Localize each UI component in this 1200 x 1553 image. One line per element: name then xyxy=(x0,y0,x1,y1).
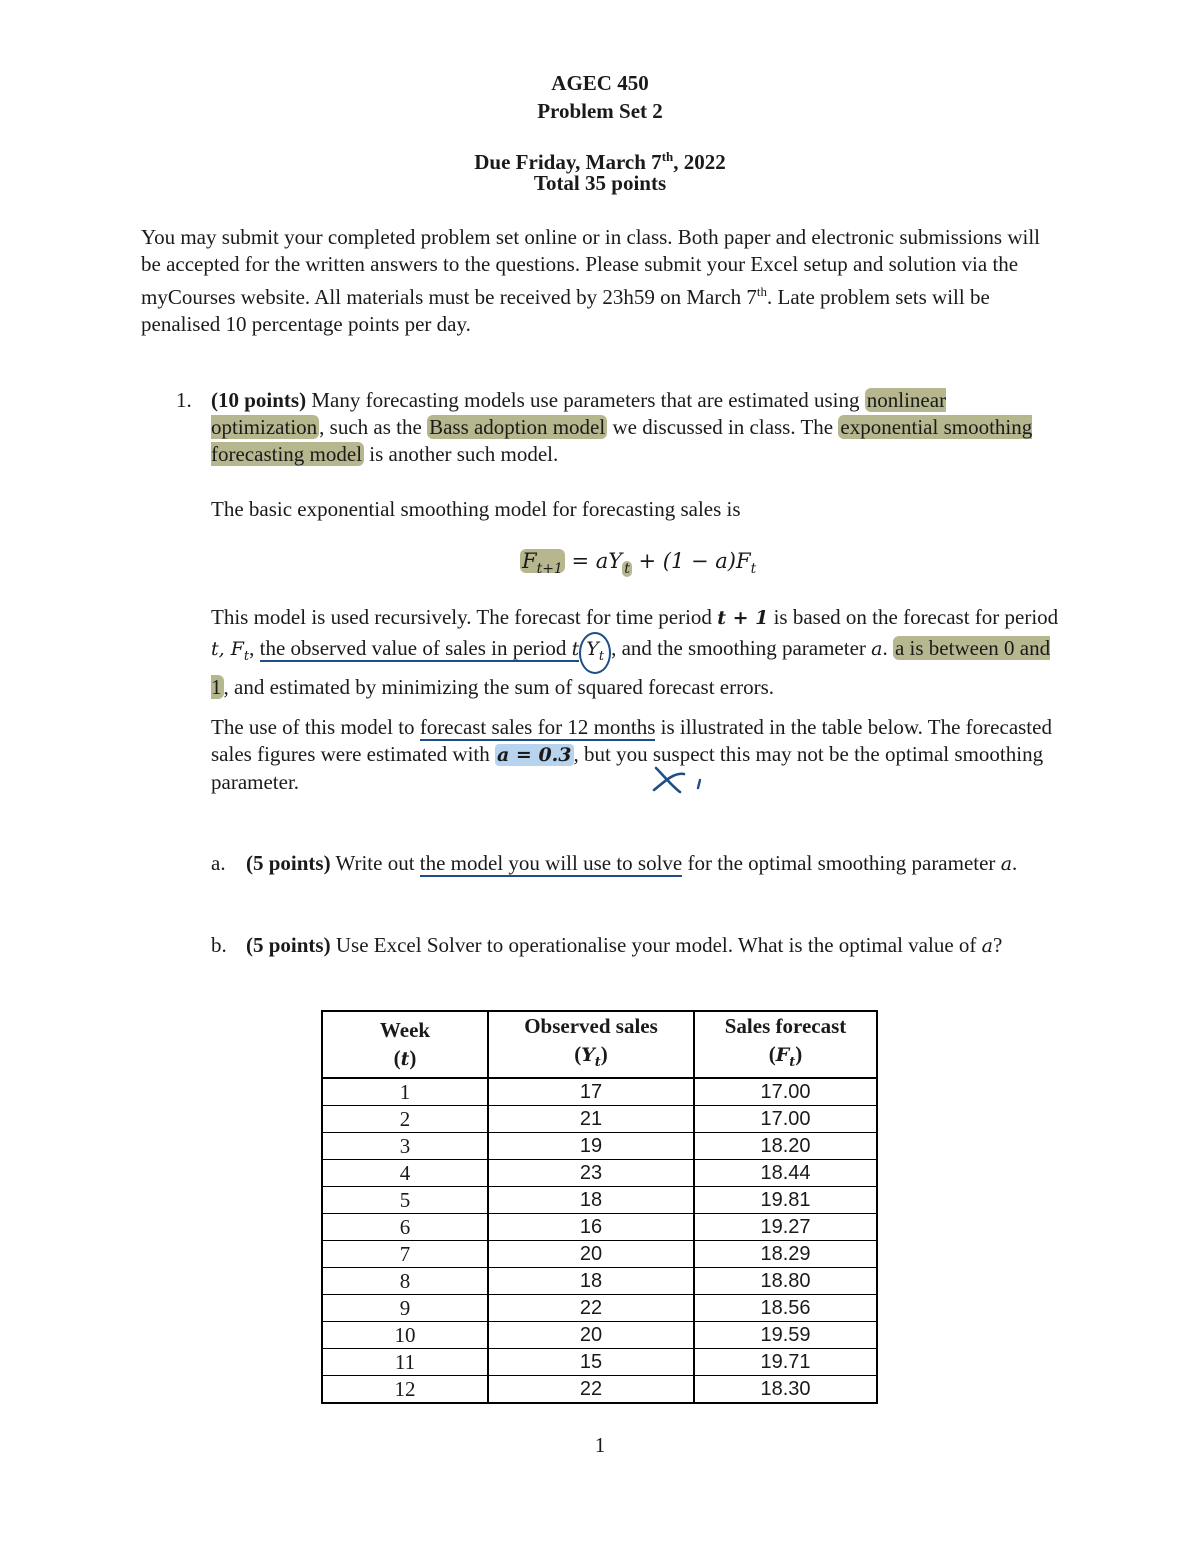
table-header-row xyxy=(322,1011,877,1078)
q1-text-4: is another such model. xyxy=(364,442,559,466)
header-week: Week (t) xyxy=(322,1011,488,1078)
qa-text-3: . xyxy=(1012,851,1018,875)
circled-yt: $Y_t$ xyxy=(579,632,611,674)
equation-rhs-sub: t xyxy=(750,561,757,578)
forecast-cell: 18.30 xyxy=(694,1376,877,1404)
smoothing-equation xyxy=(520,548,756,583)
forecast-cell: 18.29 xyxy=(694,1241,877,1268)
week-cell: 12 xyxy=(322,1376,488,1404)
due-prefix: Due Friday, March 7 xyxy=(474,150,662,174)
observed-cell: 22 xyxy=(488,1295,694,1322)
observed-cell: 18 xyxy=(488,1187,694,1214)
observed-cell: 20 xyxy=(488,1241,694,1268)
basic-model-sentence: The basic exponential smoothing model for forecasting sales is xyxy=(211,497,741,521)
intro-text-2: . Late problem sets will be penalised 10 percentage points per day. xyxy=(141,285,990,336)
p2-text-c: , xyxy=(249,636,260,660)
p3-text-c: , but you suspect this may not be the optimal smoothing parameter. xyxy=(211,742,1044,794)
question-b-marker: b. xyxy=(211,933,227,957)
forecast-cell: 18.44 xyxy=(694,1160,877,1187)
forecast-cell: 17.00 xyxy=(694,1078,877,1106)
highlight-exponential-smoothing: exponential smoothing forecasting model xyxy=(211,415,1033,466)
handwritten-x-mark xyxy=(650,764,710,798)
illustration-paragraph xyxy=(211,714,1071,796)
table-row xyxy=(322,1133,877,1160)
question-a-text xyxy=(246,850,1046,878)
week-cell: 9 xyxy=(322,1295,488,1322)
observed-cell: 20 xyxy=(488,1322,694,1349)
qb-text-1: Use Excel Solver to operationalise your model. What is the optimal value of xyxy=(330,933,982,957)
week-cell: 11 xyxy=(322,1349,488,1376)
equation-lhs: $F_{t+1}$ xyxy=(522,549,563,578)
due-sup: th xyxy=(661,149,674,164)
qa-text-2: for the optimal smoothing parameter xyxy=(682,851,1001,875)
highlight-bass-model: Bass adoption model xyxy=(429,415,606,439)
p3-text-a: The use of this model to xyxy=(211,715,420,739)
week-cell: 5 xyxy=(322,1187,488,1214)
week-cell: 10 xyxy=(322,1322,488,1349)
underline-model-to-solve: the model you will use to solve xyxy=(419,851,683,875)
observed-cell: 23 xyxy=(488,1160,694,1187)
table-row xyxy=(322,1078,877,1106)
observed-cell: 17 xyxy=(488,1078,694,1106)
p3-text-b: is illustrated in the table below. The forecasted sales figures were estimated with xyxy=(211,715,1052,766)
recursion-paragraph xyxy=(211,604,1071,701)
observed-cell: 21 xyxy=(488,1106,694,1133)
question-a-marker: a. xyxy=(211,851,226,875)
observed-cell: 19 xyxy=(488,1133,694,1160)
table-row xyxy=(322,1295,877,1322)
week-cell: 6 xyxy=(322,1214,488,1241)
equation-rhs: + (1 − a)F xyxy=(631,549,751,573)
table-row xyxy=(322,1214,877,1241)
table-row xyxy=(322,1268,877,1295)
p2-math-ft-sub: t xyxy=(243,649,250,665)
forecast-cell: 19.59 xyxy=(694,1322,877,1349)
forecast-cell: 18.80 xyxy=(694,1268,877,1295)
observed-cell: 15 xyxy=(488,1349,694,1376)
forecast-cell: 18.20 xyxy=(694,1133,877,1160)
week-cell: 1 xyxy=(322,1078,488,1106)
p2-text-b: is based on the forecast for period xyxy=(768,605,1059,629)
table-row xyxy=(322,1349,877,1376)
q1-points: (10 points) xyxy=(211,388,307,412)
table-row xyxy=(322,1160,877,1187)
highlight-nonlinear-optimization: nonlinear optimization xyxy=(211,388,947,439)
equation-mid-sub: t xyxy=(624,561,630,578)
table-row xyxy=(322,1106,877,1133)
sales-table xyxy=(321,1010,878,1404)
p2-text-a: This model is used recursively. The forecast for time period xyxy=(211,605,718,629)
forecast-cell: 18.56 xyxy=(694,1295,877,1322)
table-row xyxy=(322,1376,877,1404)
forecast-cell: 19.27 xyxy=(694,1214,877,1241)
total-points: Total 35 points xyxy=(533,171,667,195)
question-1-intro xyxy=(211,387,1061,468)
table-row xyxy=(322,1187,877,1214)
p2-math-a: a xyxy=(871,638,883,660)
page-number: 1 xyxy=(594,1433,606,1457)
highlight-a-between: a is between 0 and 1 xyxy=(211,636,1051,699)
question-b-text xyxy=(246,932,1056,960)
header-observed: Observed sales $(Y_t)$ xyxy=(488,1011,694,1078)
week-cell: 4 xyxy=(322,1160,488,1187)
observed-cell: 18 xyxy=(488,1268,694,1295)
intro-text-1: You may submit your completed problem set online or in class. Both paper and electronic submissions will be accepted for the written answers to the questions. Please submit your Excel setup and solution via the myCourses website. All materials must be received by 23h59 on March 7 xyxy=(141,225,1040,309)
q1-text-3: we discussed in class. The xyxy=(607,415,839,439)
underline-forecast-12-months: forecast sales for 12 months xyxy=(419,715,656,739)
forecast-cell: 19.81 xyxy=(694,1187,877,1214)
observed-cell: 22 xyxy=(488,1376,694,1404)
equation-mid: = aY xyxy=(564,549,623,573)
p2-math-t-ft: t, F xyxy=(211,638,244,660)
highlight-a-equals: a = 0.3 xyxy=(497,744,572,766)
p2-math-t-plus-1: t + 1 xyxy=(717,607,769,629)
week-cell: 2 xyxy=(322,1106,488,1133)
q1-text-1: Many forecasting models use parameters that are estimated using xyxy=(306,388,865,412)
question-1-number: 1. xyxy=(176,388,192,412)
forecast-cell: 17.00 xyxy=(694,1106,877,1133)
p2-text-d: , and the smoothing parameter xyxy=(611,636,872,660)
header-forecast: Sales forecast $(F_t)$ xyxy=(694,1011,877,1078)
observed-cell: 16 xyxy=(488,1214,694,1241)
due-suffix: , 2022 xyxy=(673,150,726,174)
intro-sup: th xyxy=(756,284,767,299)
qa-math-a: a xyxy=(1000,853,1013,875)
table-row xyxy=(322,1322,877,1349)
qb-points: (5 points) xyxy=(246,933,331,957)
underline-observed-value: the observed value of sales in period t xyxy=(259,636,580,660)
table-row xyxy=(322,1241,877,1268)
problem-set-title: Problem Set 2 xyxy=(537,99,663,123)
week-cell: 8 xyxy=(322,1268,488,1295)
week-cell: 3 xyxy=(322,1133,488,1160)
course-title: AGEC 450 xyxy=(551,71,649,95)
p2-text-e: . xyxy=(882,636,893,660)
qb-math-a: a xyxy=(981,935,993,957)
intro-paragraph xyxy=(141,224,1061,338)
p2-text-f: , and estimated by minimizing the sum of squared forecast errors. xyxy=(223,674,775,699)
qb-text-2: ? xyxy=(992,933,1003,957)
forecast-cell: 19.71 xyxy=(694,1349,877,1376)
qa-points: (5 points) xyxy=(246,851,331,875)
q1-text-2: , such as the xyxy=(319,415,428,439)
week-cell: 7 xyxy=(322,1241,488,1268)
qa-text-1: Write out xyxy=(330,851,420,875)
